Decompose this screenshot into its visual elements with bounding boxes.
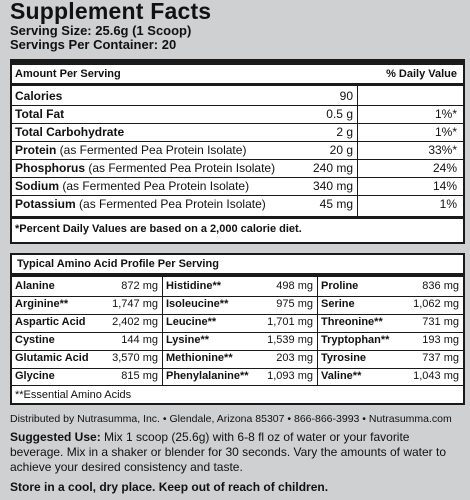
- fact-label: [15, 143, 246, 157]
- amino-value: 1,043 mg: [413, 370, 459, 382]
- amino-value: 1,062 mg: [413, 298, 459, 310]
- storage-warning: Store in a cool, dry place. Keep out of reach of children.: [10, 480, 329, 494]
- fact-daily-value: 24%: [432, 161, 457, 175]
- amino-value: 836 mg: [422, 280, 459, 292]
- fact-amount: 20 g: [329, 143, 353, 157]
- amino-item: [318, 333, 463, 348]
- divider: [12, 61, 463, 65]
- fact-daily-value: 1%*: [434, 107, 457, 121]
- fact-amount: 240 mg: [312, 161, 353, 175]
- amino-value: 975 mg: [276, 298, 313, 310]
- fact-amount: 340 mg: [312, 179, 353, 193]
- amino-item: [12, 297, 162, 312]
- amount-header: Amount Per Serving: [15, 68, 121, 80]
- dv-header: % Daily Value: [386, 68, 457, 80]
- fact-source: (as Fermented Pea Protein Isolate): [75, 197, 266, 211]
- amino-name: Proline: [321, 280, 359, 292]
- suggested-use-text: Mix 1 scoop (25.6g) with 6-8 fl oz of water or your favorite beverage. Mix in a shaker or blender for 30 seconds. Vary the amounts of water to achieve your desired consistency and taste.: [10, 430, 447, 474]
- amino-value: 1,093 mg: [267, 370, 313, 382]
- amino-name: Leucine**: [166, 316, 217, 328]
- fact-label: [15, 89, 62, 103]
- nutrition-panel: [10, 59, 465, 244]
- amino-title: Typical Amino Acid Profile Per Serving: [17, 258, 219, 270]
- amino-item: [318, 369, 463, 384]
- serving-size: Serving Size: 25.6g (1 Scoop): [10, 23, 192, 38]
- fact-source: (as Fermented Pea Protein Isolate): [59, 179, 250, 193]
- fact-daily-value: 1%: [439, 197, 457, 211]
- amino-item: [12, 351, 162, 366]
- fact-source: (as Fermented Pea Protein Isolate): [56, 143, 247, 157]
- amino-value: 737 mg: [422, 352, 459, 364]
- amino-name: Valine**: [321, 370, 362, 382]
- amino-value: 144 mg: [121, 334, 158, 346]
- fact-name: Total Fat: [15, 107, 65, 121]
- amino-value: 1,747 mg: [112, 298, 158, 310]
- divider: [12, 83, 463, 86]
- fact-amount: 45 mg: [319, 197, 353, 211]
- amino-item: [12, 369, 162, 384]
- amino-item: [318, 279, 463, 294]
- amino-name: Cystine: [15, 334, 55, 346]
- amino-item: [12, 333, 162, 348]
- divider: [12, 273, 463, 277]
- fact-row: [12, 142, 463, 158]
- amino-item: [163, 351, 317, 366]
- fact-label: [15, 161, 275, 175]
- fact-row: [12, 196, 463, 212]
- fact-label: [15, 107, 64, 121]
- amino-value: 1,539 mg: [267, 334, 313, 346]
- amino-panel: [10, 253, 465, 405]
- suggested-use-label: Suggested Use:: [10, 430, 101, 444]
- fact-row: [12, 160, 463, 176]
- amino-name: Threonine**: [321, 316, 383, 328]
- amino-name: Methionine**: [166, 352, 233, 364]
- fact-label: [15, 125, 124, 139]
- fact-row: [12, 178, 463, 194]
- distributor-line: Distributed by Nutrasumma, Inc. • Glendale, Arizona 85307 • 866-866-3993 • Nutrasumma.com: [10, 413, 452, 425]
- fact-daily-value: 1%*: [434, 125, 457, 139]
- amino-value: 1,701 mg: [267, 316, 313, 328]
- fact-daily-value: 33%*: [428, 143, 457, 157]
- amino-name: Tryptophan**: [321, 334, 390, 346]
- amino-name: Glycine: [15, 370, 55, 382]
- fact-name: Phosphorus: [15, 161, 86, 175]
- fact-label: [15, 197, 266, 211]
- amino-item: [163, 297, 317, 312]
- amino-name: Isoleucine**: [166, 298, 229, 310]
- amino-item: [163, 333, 317, 348]
- amino-item: [318, 297, 463, 312]
- essential-footnote: **Essential Amino Acids: [15, 389, 132, 401]
- amino-value: 872 mg: [121, 280, 158, 292]
- amino-value: 3,570 mg: [112, 352, 158, 364]
- fact-row: [12, 106, 463, 122]
- amino-item: [318, 315, 463, 330]
- fact-daily-value: 14%: [432, 179, 457, 193]
- amino-name: Glutamic Acid: [15, 352, 89, 364]
- servings-per-container: Servings Per Container: 20: [10, 37, 177, 52]
- supplement-facts: [5, 0, 465, 401]
- suggested-use: [10, 430, 462, 475]
- fact-row: [12, 88, 463, 104]
- amino-value: 731 mg: [422, 316, 459, 328]
- amino-value: 498 mg: [276, 280, 313, 292]
- amino-name: Alanine: [15, 280, 55, 292]
- amino-item: [163, 279, 317, 294]
- fact-name: Potassium: [15, 197, 76, 211]
- fact-row: [12, 124, 463, 140]
- amino-item: [318, 351, 463, 366]
- amino-name: Lysine**: [166, 334, 210, 346]
- amino-name: Histidine**: [166, 280, 222, 292]
- fact-source: (as Fermented Pea Protein Isolate): [85, 161, 276, 175]
- divider: [12, 216, 463, 219]
- amino-name: Phenylalanine**: [166, 370, 249, 382]
- daily-value-footnote: *Percent Daily Values are based on a 2,000 calorie diet.: [15, 223, 302, 235]
- fact-name: Protein: [15, 143, 57, 157]
- amino-name: Aspartic Acid: [15, 316, 86, 328]
- amino-item: [12, 279, 162, 294]
- amino-item: [163, 315, 317, 330]
- amino-value: 2,402 mg: [112, 316, 158, 328]
- amino-value: 193 mg: [422, 334, 459, 346]
- fact-amount: 2 g: [336, 125, 353, 139]
- fact-name: Calories: [15, 89, 63, 103]
- amino-name: Arginine**: [15, 298, 69, 310]
- fact-amount: 90: [339, 89, 353, 103]
- amino-name: Serine: [321, 298, 355, 310]
- fact-name: Total Carbohydrate: [15, 125, 125, 139]
- amino-name: Tyrosine: [321, 352, 367, 364]
- amino-value: 203 mg: [276, 352, 313, 364]
- fact-name: Sodium: [15, 179, 59, 193]
- divider: [12, 385, 463, 386]
- amino-item: [12, 315, 162, 330]
- amino-value: 815 mg: [121, 370, 158, 382]
- amino-item: [163, 369, 317, 384]
- fact-amount: 0.5 g: [326, 107, 353, 121]
- fact-label: [15, 179, 249, 193]
- facts-title: Supplement Facts: [10, 0, 212, 24]
